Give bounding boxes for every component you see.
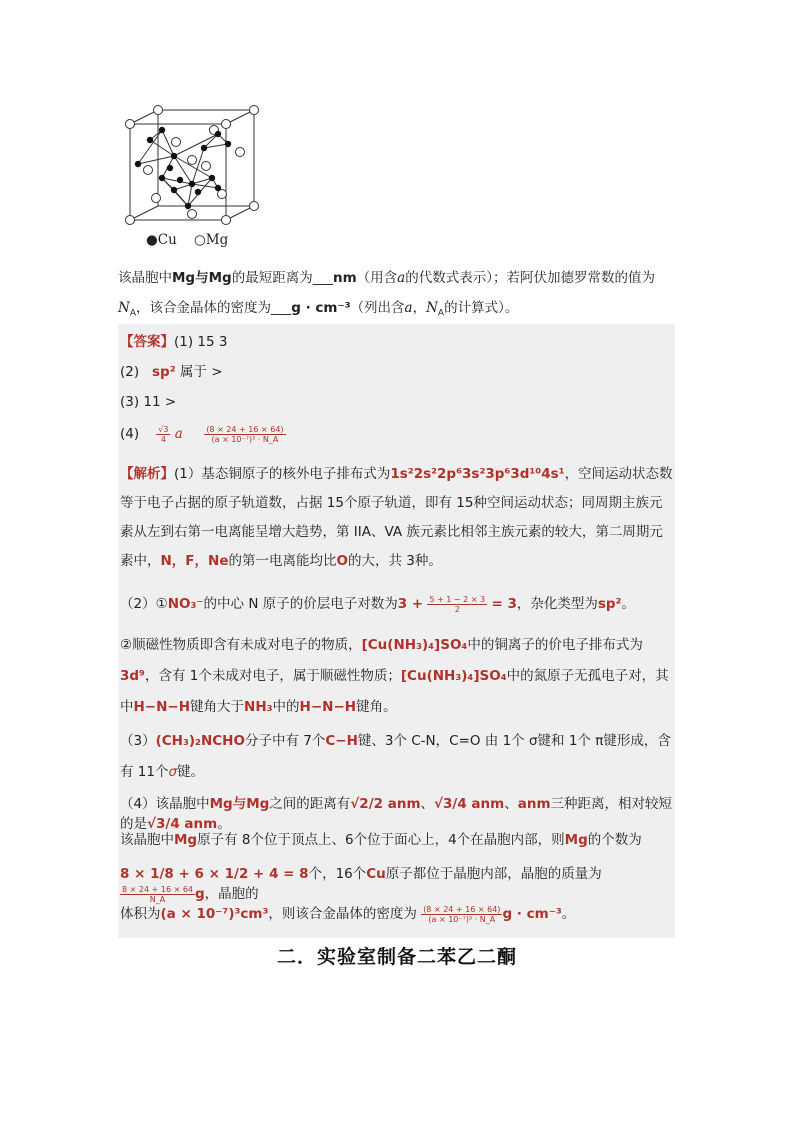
analysis-paragraph-7: 8 × 1/8 + 6 × 1/2 + 4 = 8个，16个Cu原子都位于晶胞内部，晶胞的质量为 $\frac{8 \times 24 + 16 \times 64}{N\_A}$ g，晶胞的: [120, 866, 602, 904]
density-fraction: $\frac{(8 \times 24 + 16 \times 64)}{\text{(a × 10⁻⁷)³ · N\_A}}$: [423, 904, 501, 924]
answer-line-3: (3) 11 >: [120, 394, 177, 410]
analysis-paragraph-5: （4）该晶胞中Mg与Mg之间的距离有√2/2 anm、√3/4 anm、anm三种距离，相对较短的是√3/4 anm。: [120, 796, 673, 832]
mg-atoms: [126, 106, 259, 225]
figure-legend: [146, 232, 228, 248]
question-line-1: 该晶胞中Mg与Mg的最短距离为___nm（用含a的代数式表示）；若阿伏加德罗常数的值为: [118, 270, 655, 286]
section-title: 二．实验室制备二苯乙二酮: [276, 946, 517, 968]
answer-sqrt3-over-4: $\frac{√3}{4}$: [158, 424, 169, 444]
answer-line-1: 【答案】(1) 15 3: [120, 334, 228, 350]
analysis-paragraph-8: 体积为(a × 10⁻⁷)³cm³，则该合金晶体的密度为 $\frac{(8 \times 24 + 16 \times 64)}{\text{(a × 10⁻⁷)³ · N\_A}}$ g · cm⁻³。: [120, 904, 576, 924]
answer-density-fraction: $\frac{(8 \times 24 + 16 \times 64)}{\text{(a × 10⁻⁷)³ · N\_A}}$: [206, 424, 284, 444]
analysis-paragraph-6: 该晶胞中Mg原子有 8个位于顶点上、6个位于面心上，4个在晶胞内部，则Mg的个数为: [120, 832, 642, 848]
crystal-cell-figure: [118, 104, 268, 254]
answer-line-4: (4) $\frac{√3}{4}$ a $\frac{(8 \times 24 + 16 \times 64)}{\text{(a × 10⁻⁷)³ · N\_A}}$: [120, 424, 284, 444]
answer-line-2: (2) sp² 属于 >: [120, 364, 223, 380]
legend-cu: ●Cu: [146, 232, 177, 248]
question-line-2: $N_A$，该合金晶体的密度为___g · cm⁻³（列出含a，$N_A$的计算式）。: [118, 300, 519, 319]
valence-pair-fraction: $\frac{5 + 1 - 2 \times 3}{2}$: [429, 594, 486, 614]
cell-mass-fraction: $\frac{8 \times 24 + 16 \times 64}{N\_A}$: [122, 884, 193, 904]
analysis-paragraph-4: （3）(CH₃)₂NCHO分子中有 7个C−H键、3个 C-N，C=O 由 1个 σ键和 1个 π键形成，含有 11个σ键。: [120, 733, 671, 780]
analysis-paragraph-3: ②顺磁性物质即含有未成对电子的物质，[Cu(NH₃)₄]SO₄中的铜离子的价电子排布式为3d⁹，含有 1个未成对电子，属于顺磁性物质；[Cu(NH₃)₄]SO₄中的氮原子无孤电子对，其中H−N−H键角大于NH₃中的H−N−H键角。: [120, 637, 669, 715]
answer-analysis-box: [118, 324, 675, 938]
analysis-paragraph-1: 【解析】(1）基态铜原子的核外电子排布式为1s²2s²2p⁶3s²3p⁶3d¹⁰4s¹，空间运动状态数等于电子占据的原子轨道数，占据 15个原子轨道，即有 15种空间运动状态；同周期主族元素从左到右第一电离能呈增大趋势，第 IIA、VA 族元素比相邻主族元素的较大，第二周期元素中，N，F，Ne的第一电离能均比O的大，共 3种。: [120, 466, 673, 569]
analysis-paragraph-2: （2）①NO₃⁻的中心 N 原子的价层电子对数为3 + $\frac{5 + 1 - 2 \times 3}{2}$ = 3，杂化类型为sp²。: [120, 594, 635, 614]
legend-mg: ○Mg: [193, 232, 229, 248]
